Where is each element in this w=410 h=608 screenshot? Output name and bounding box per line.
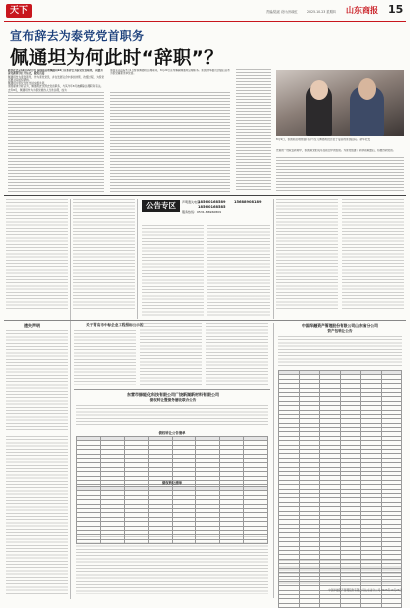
classified-text bbox=[140, 323, 202, 385]
article-para: 泰国媒体分析认为，佩通坦此次辞去党首职务，与其今年8月被解除总理职务有关。 bbox=[8, 85, 104, 89]
table-cell bbox=[279, 603, 300, 607]
company-notice-title: 东营市绿能化科技有限公司广饶新湖新材料有限公司 bbox=[127, 392, 219, 397]
classified-text bbox=[76, 536, 268, 594]
table-row bbox=[279, 603, 402, 607]
article-para: 新华社北京10月22日电 泰国前总理佩通坦22日宣布辞去为泰党党首职务，以便为泰党新领导打开东北，避免直接 bbox=[8, 69, 103, 76]
ad-hotline: 15688908189 bbox=[234, 200, 262, 204]
news-photo bbox=[276, 70, 404, 136]
asset-table-title: 债权转让清单 bbox=[161, 481, 183, 485]
ad-phone-label: 声明遗失电话 bbox=[182, 200, 201, 204]
article-text-block bbox=[8, 92, 104, 192]
section-label: 天下 bbox=[9, 6, 28, 16]
table-cell bbox=[320, 603, 341, 607]
table-cell bbox=[361, 603, 382, 607]
column-divider bbox=[273, 199, 274, 319]
column-divider bbox=[70, 199, 71, 599]
company-notice-subtitle: 债权转让暨债务催收联合公告 bbox=[149, 398, 197, 402]
classified-text bbox=[206, 323, 268, 385]
classified-text bbox=[73, 199, 135, 311]
masthead-date: 2025.10.23 星期四 bbox=[307, 10, 336, 14]
ad-phone-a: 18560168589 bbox=[198, 200, 226, 204]
brand-name: 山东商报 bbox=[346, 6, 378, 15]
ad-notice-block bbox=[142, 199, 270, 227]
classified-text bbox=[6, 330, 68, 430]
article-bottom-rule bbox=[4, 195, 406, 196]
table-cell bbox=[340, 603, 361, 607]
ad-notice-label: 公告专区 bbox=[146, 201, 176, 210]
column-divider bbox=[273, 323, 274, 598]
left-notice-title: 遗失声明 bbox=[24, 323, 40, 328]
classified-text bbox=[6, 436, 68, 596]
classified-text bbox=[278, 336, 402, 366]
article-body-col2: 泰国宪法法院7月1日暂停佩通坦总理职务，8月29日宣布解除佩通坦总理职务。泰国选举委员会随后宣布为泰党重新选举党首。 bbox=[110, 69, 230, 76]
article-para: 佩通坦为首位女性支持实施共同， bbox=[8, 82, 47, 86]
ad-service-line: 服务热线：0531-86960809 bbox=[182, 210, 221, 214]
page-number: 15 bbox=[388, 3, 404, 16]
article-text-block bbox=[276, 157, 404, 192]
classified-text bbox=[76, 405, 268, 427]
classified-text bbox=[142, 225, 204, 317]
masthead-meta: 责编/陆遥 设计/孙晓红 bbox=[266, 10, 298, 14]
ad-phone-b: 18560168585 bbox=[198, 205, 226, 209]
classified-text bbox=[276, 199, 338, 311]
classified-text bbox=[278, 560, 402, 584]
table-cell bbox=[299, 603, 320, 607]
classified-text bbox=[342, 199, 404, 311]
classified-text bbox=[6, 199, 68, 311]
column-divider bbox=[137, 199, 138, 319]
section-rule bbox=[4, 320, 406, 321]
asset-table-title: 债权转让公告清单 bbox=[158, 431, 186, 435]
article-kicker: 宣布辞去为泰党党首职务 bbox=[10, 29, 145, 43]
article-body-col3: 先前的一档政治新闻中，泰国政党的关系在政治中的表现。为泰党组建了新执政联盟后，将推选新党首。 bbox=[276, 149, 396, 152]
person-face-left bbox=[310, 80, 328, 100]
mid-notice-title: 关于青岛市中标企业工程招标公示的 bbox=[86, 323, 144, 327]
article-para: 佩通坦作为泰党领导，作为泰党党员，并在发展议会中参加选票，改组过程，为泰党需要对其组织架构。 bbox=[8, 75, 104, 82]
photo-caption: 8月9日，泰国前总理他信(右)与女儿佩通坦抵达位于曼谷的泰国法院。新华社发 bbox=[276, 138, 371, 141]
right-notice-footer: 中国华融资产管理股份有限公司山东省分公司 2025年10月23日 bbox=[328, 589, 402, 592]
article-text-block bbox=[236, 69, 271, 192]
article-text-block bbox=[110, 92, 230, 192]
classified-text bbox=[74, 330, 136, 385]
table-cell bbox=[381, 603, 402, 607]
right-notice-title: 中国华融资产管理股份有限公司山东省分公司 bbox=[302, 323, 378, 328]
article-headline: 佩通坦为何此时“辞职”？ bbox=[10, 48, 223, 69]
right-notice-subtitle: 资产包转让公告 bbox=[327, 329, 353, 333]
classified-text bbox=[207, 225, 270, 317]
masthead-rule bbox=[4, 21, 406, 22]
masthead bbox=[0, 0, 410, 24]
article-para: 去年8月，佩通坦作为为泰党候选人当选总理，成为 bbox=[8, 88, 67, 92]
person-face-right bbox=[358, 78, 376, 100]
notice-rule bbox=[74, 389, 270, 390]
